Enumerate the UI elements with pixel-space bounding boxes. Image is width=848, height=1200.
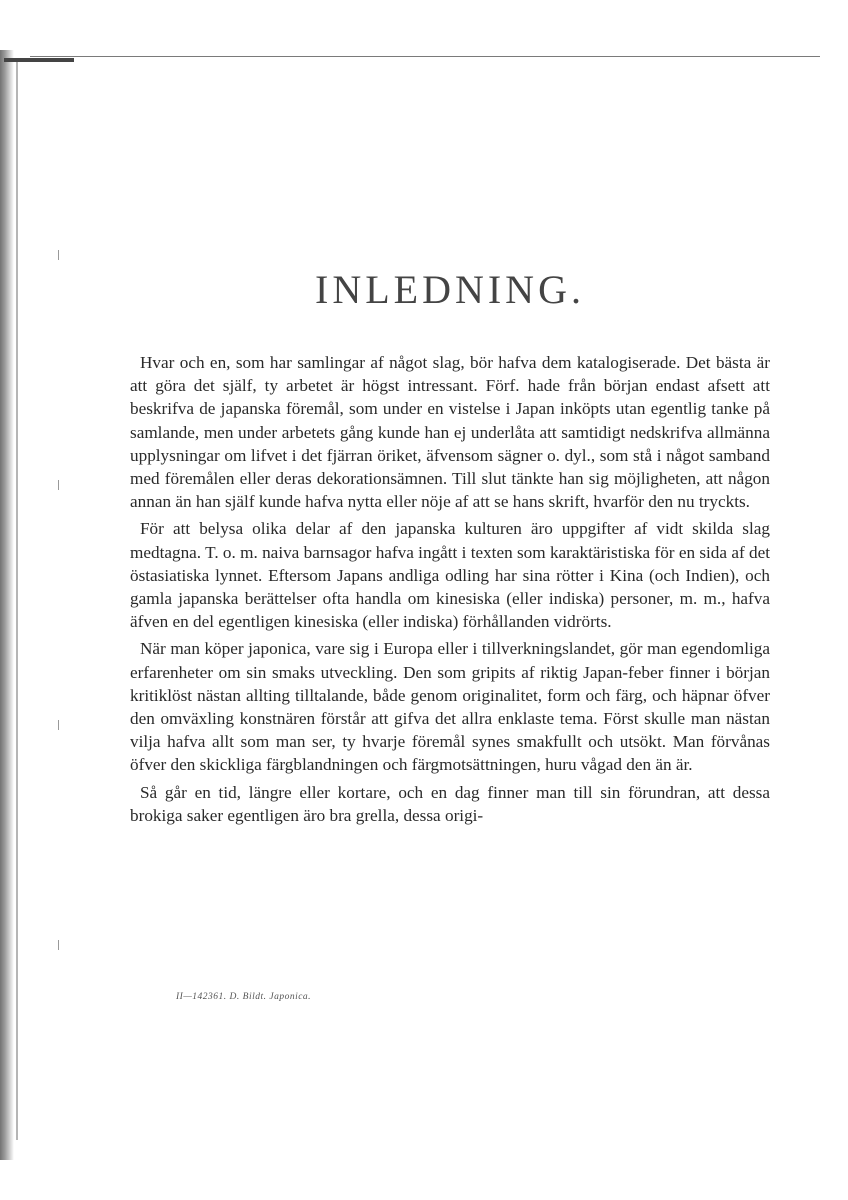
scan-edge-mark <box>4 58 74 62</box>
printer-signature: II—142361. D. Bildt. Japonica. <box>176 992 312 1002</box>
paragraph-2: För att belysa olika delar af den japanska kulturen äro uppgifter af vidt skilda slag medtagna. T. o. m. naiva barnsagor hafva ingått i texten som karaktäristiska för en sida af det östasiatiska lynnet. Eftersom Japans andliga odling har sina rötter i Kina (och Indien), och gamla japanska berättelser ofta handla om kinesiska (eller indiska) personer, m. m., hafva äfven en del egentligen kinesiska (eller indiska) förhållanden vidrörts. <box>130 519 770 632</box>
binding-line <box>16 60 18 1140</box>
page-body <box>130 265 770 827</box>
binding-shadow <box>0 50 14 1160</box>
page-title: INLEDNING. <box>315 267 585 312</box>
margin-mark <box>58 720 65 730</box>
paragraph-3: När man köper japonica, vare sig i Europa eller i tillverkningslandet, gör man egendomliga erfarenheter om sin smaks utveckling. Den som gripits af riktig Japan-feber finner i början kritiklöst nästan allting tilltalande, både genom originalitet, form och färg, och häpnar öfver den omväxling konstnären förstår att gifva det allra enklaste tema. Först skulle man nästan vilja hafva allt som man ser, ty hvarje föremål synes smakfullt och utsökt. Man förvånas öfver den skickliga färgblandningen och färgmotsättningen, huru vågad den än är. <box>130 639 770 775</box>
top-rule <box>30 56 820 57</box>
margin-mark <box>58 480 65 490</box>
margin-mark <box>58 940 65 950</box>
paragraph-4: Så går en tid, längre eller kortare, och en dag finner man till sin förundran, att dessa brokiga saker egentligen äro bra grella, dessa origi- <box>130 782 770 825</box>
margin-mark <box>58 250 65 260</box>
paragraph-1: Hvar och en, som har samlingar af något slag, bör hafva dem katalogiserade. Det bästa är att göra det själf, ty arbetet är högst intressant. Förf. hade från början endast afsett att beskrifva de japanska föremål, som under en vistelse i Japan inköpts utan egentlig tanke på samlande, men under arbetets gång kunde han ej underlåta att samtidigt nedskrifva allmänna upplysningar om lifvet i det fjärran öriket, äfvensom sägner o. dyl., som stå i något samband med föremålen eller deras dekorationsämnen. Till slut tänkte han sig möjligheten, att någon annan än han själf kunde hafva nytta eller nöje af att se hans skrift, hvarför den nu tryckts. <box>130 353 770 512</box>
